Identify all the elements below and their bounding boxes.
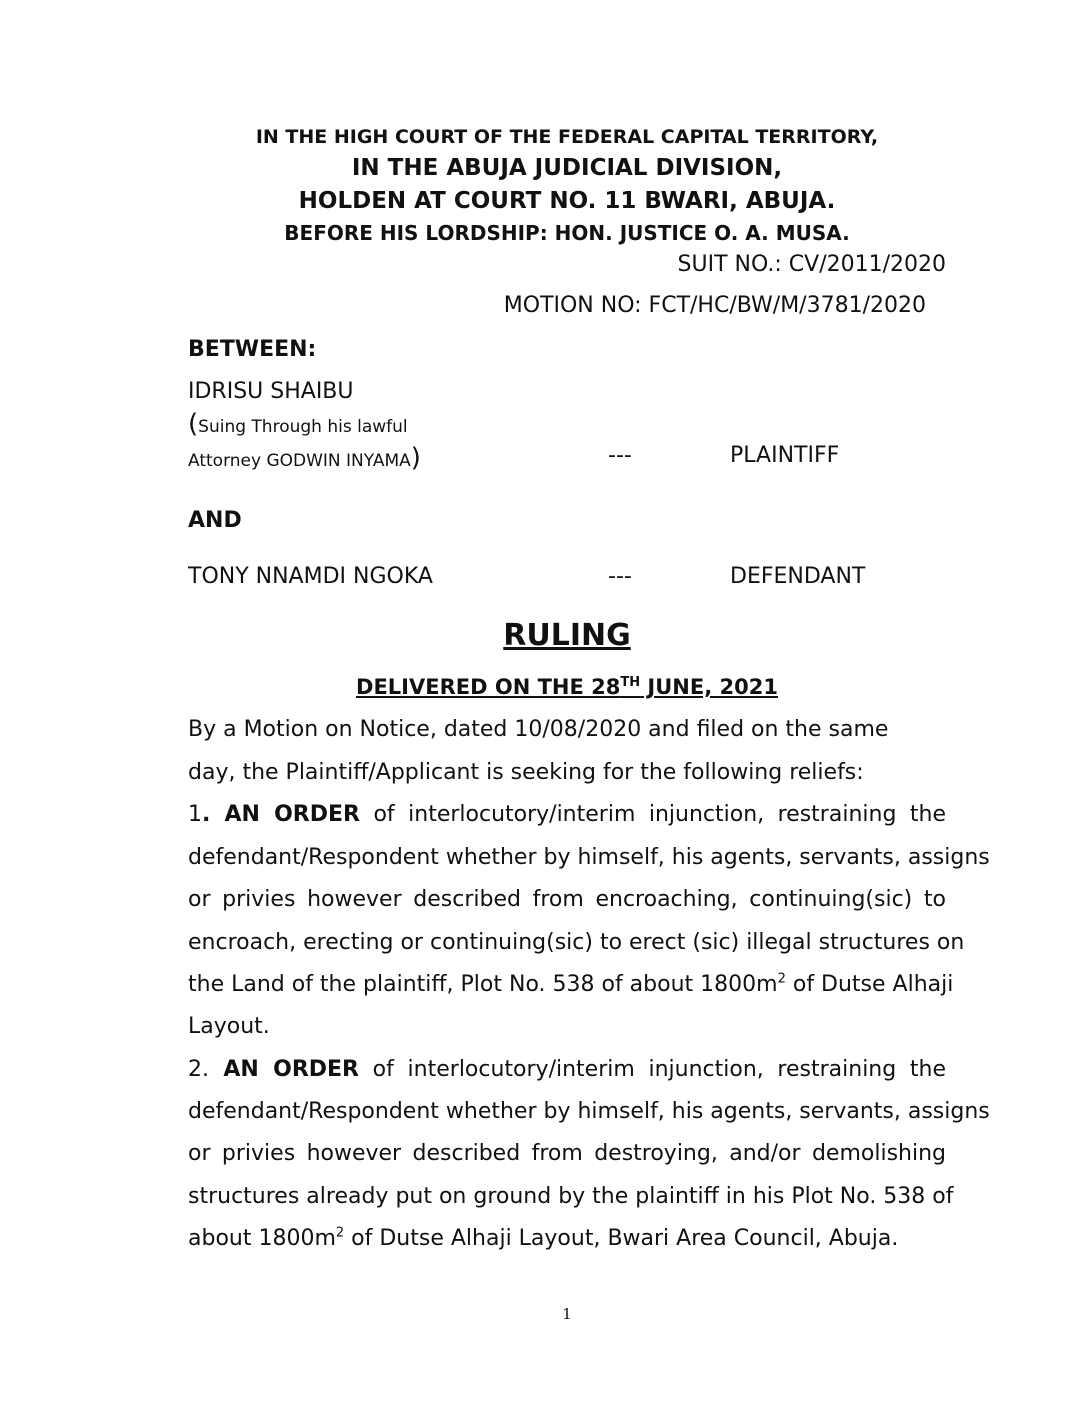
relief1-line5-sup: 2: [777, 971, 786, 987]
court-location: HOLDEN AT COURT NO. 11 BWARI, ABUJA.: [298, 188, 836, 214]
relief2-order-label: AN ORDER: [209, 1057, 359, 1082]
relief2-line-3: or privies however described from destroying, and/or demolishing: [188, 1141, 946, 1166]
open-paren: (: [188, 409, 199, 439]
delivered-sup: TH: [620, 675, 641, 690]
delivered-prefix: DELIVERED ON THE 28: [356, 675, 621, 699]
relief2-line-2: defendant/Respondent whether by himself, his agents, servants, assigns: [188, 1099, 990, 1124]
relief1-line5-b: of Dutse Alhaji: [785, 972, 954, 997]
intro-line-2: day, the Plaintiff/Applicant is seeking for the following reliefs:: [188, 760, 864, 785]
relief2-line-5: [188, 1226, 898, 1251]
plaintiff-note-line2: [188, 443, 421, 473]
plaintiff-note-text-2: Attorney GODWIN INYAMA: [188, 451, 411, 471]
relief1-line-2: defendant/Respondent whether by himself, his agents, servants, assigns: [188, 845, 990, 870]
relief2-line-1: [188, 1057, 946, 1082]
suit-number: SUIT NO.: CV/2011/2020: [677, 252, 946, 277]
court-title: IN THE HIGH COURT OF THE FEDERAL CAPITAL TERRITORY,: [255, 126, 879, 148]
delivered-suffix: JUNE, 2021: [640, 675, 778, 699]
relief1-line1-rest: of interlocutory/interim injunction, restraining the: [359, 802, 946, 827]
relief2-line1-rest: of interlocutory/interim injunction, restraining the: [359, 1057, 946, 1082]
relief1-order-label: AN ORDER: [210, 802, 360, 827]
between-label: BETWEEN:: [188, 337, 317, 362]
relief1-line-1: [188, 802, 946, 827]
ruling-title: RULING: [503, 618, 631, 653]
judge-line: BEFORE HIS LORDSHIP: HON. JUSTICE O. A. MUSA.: [284, 221, 850, 245]
delivered-date: [0, 675, 1088, 699]
defendant-dash: ---: [608, 564, 632, 589]
relief1-line-5: [188, 971, 954, 997]
relief2-line5-b: of Dutse Alhaji Layout, Bwari Area Council, Abuja.: [344, 1226, 899, 1251]
plaintiff-name: IDRISU SHAIBU: [188, 379, 354, 404]
relief1-line-4: encroach, erecting or continuing(sic) to erect (sic) illegal structures on: [188, 930, 965, 955]
close-paren: ): [410, 443, 421, 473]
relief1-line5-a: the Land of the plaintiff, Plot No. 538 of about 1800m: [188, 972, 778, 997]
intro-line-1: By a Motion on Notice, dated 10/08/2020 and filed on the same: [188, 717, 889, 742]
defendant-role: DEFENDANT: [730, 564, 866, 589]
relief2-line-4: structures already put on ground by the plaintiff in his Plot No. 538 of: [188, 1184, 954, 1209]
relief2-line5-a: about 1800m: [188, 1226, 336, 1251]
and-label: AND: [188, 508, 242, 533]
page-number: 1: [562, 1305, 572, 1323]
plaintiff-dash: ---: [608, 443, 632, 468]
defendant-name: TONY NNAMDI NGOKA: [188, 564, 433, 589]
relief1-number: 1: [188, 802, 202, 827]
plaintiff-note-text-1: Suing Through his lawful: [198, 417, 408, 437]
motion-number: MOTION NO: FCT/HC/BW/M/3781/2020: [503, 293, 926, 318]
relief1-line-3: or privies however described from encroaching, continuing(sic) to: [188, 887, 946, 912]
relief1-line-6: Layout.: [188, 1014, 270, 1039]
relief1-dot: .: [202, 802, 211, 827]
plaintiff-role: PLAINTIFF: [730, 443, 840, 468]
relief2-number: 2.: [188, 1057, 209, 1082]
judicial-division: IN THE ABUJA JUDICIAL DIVISION,: [351, 155, 783, 181]
plaintiff-note-line1: [188, 409, 408, 439]
relief2-line5-sup: 2: [335, 1225, 345, 1241]
